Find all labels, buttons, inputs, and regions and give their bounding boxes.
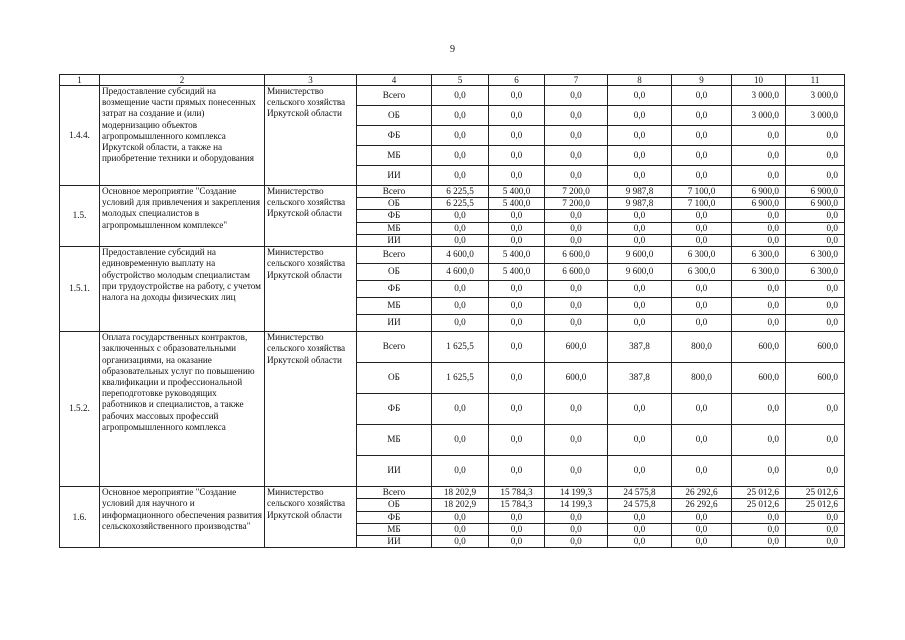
amount-cell: 0,0 (732, 146, 786, 166)
funding-source: ИИ (357, 456, 432, 487)
amount-cell: 0,0 (545, 535, 608, 547)
amount-cell: 0,0 (545, 222, 608, 234)
amount-cell: 0,0 (432, 146, 489, 166)
table-row (60, 186, 845, 198)
amount-cell: 0,0 (786, 210, 845, 222)
amount-cell: 6 300,0 (672, 247, 732, 264)
section-executor: Министерство сельского хозяйства Иркутской области (265, 487, 357, 548)
amount-cell: 6 900,0 (732, 186, 786, 198)
table-row (60, 487, 845, 499)
amount-cell: 0,0 (545, 456, 608, 487)
section-number: 1.4.4. (60, 86, 100, 186)
amount-cell: 0,0 (732, 281, 786, 298)
amount-cell: 0,0 (608, 535, 672, 547)
amount-cell: 9 600,0 (608, 264, 672, 281)
funding-source: Всего (357, 186, 432, 198)
amount-cell: 0,0 (489, 210, 545, 222)
amount-cell: 0,0 (732, 523, 786, 535)
amount-cell: 0,0 (545, 210, 608, 222)
amount-cell: 0,0 (489, 535, 545, 547)
amount-cell: 0,0 (732, 126, 786, 146)
amount-cell: 4 600,0 (432, 264, 489, 281)
amount-cell: 0,0 (432, 126, 489, 146)
amount-cell: 9 600,0 (608, 247, 672, 264)
amount-cell: 0,0 (786, 126, 845, 146)
table-body (60, 75, 845, 548)
section-executor: Министерство сельского хозяйства Иркутской области (265, 186, 357, 247)
amount-cell: 0,0 (732, 456, 786, 487)
amount-cell: 0,0 (608, 86, 672, 106)
amount-cell: 0,0 (608, 126, 672, 146)
amount-cell: 6 600,0 (545, 247, 608, 264)
amount-cell: 0,0 (432, 511, 489, 523)
amount-cell: 0,0 (489, 146, 545, 166)
table-row (60, 247, 845, 264)
section-description: Основное мероприятие "Создание условий для привлечения и закрепления молодых специалистов в агропромышленном комплексе" (100, 186, 265, 247)
amount-cell: 15 784,3 (489, 499, 545, 511)
amount-cell: 0,0 (672, 425, 732, 456)
amount-cell: 9 987,8 (608, 186, 672, 198)
amount-cell: 0,0 (672, 456, 732, 487)
section-number: 1.5.1. (60, 247, 100, 332)
amount-cell: 0,0 (545, 394, 608, 425)
amount-cell: 0,0 (786, 166, 845, 186)
amount-cell: 0,0 (732, 394, 786, 425)
header-cell: 4 (357, 75, 432, 86)
amount-cell: 0,0 (489, 315, 545, 332)
amount-cell: 0,0 (732, 298, 786, 315)
amount-cell: 24 575,8 (608, 499, 672, 511)
section-executor: Министерство сельского хозяйства Иркутской области (265, 247, 357, 332)
amount-cell: 0,0 (608, 210, 672, 222)
amount-cell: 0,0 (786, 425, 845, 456)
amount-cell: 0,0 (732, 222, 786, 234)
amount-cell: 14 199,3 (545, 487, 608, 499)
amount-cell: 0,0 (545, 298, 608, 315)
amount-cell: 7 200,0 (545, 198, 608, 210)
amount-cell: 0,0 (432, 234, 489, 246)
amount-cell: 0,0 (489, 126, 545, 146)
header-cell: 3 (265, 75, 357, 86)
amount-cell: 0,0 (489, 456, 545, 487)
budget-table (59, 74, 845, 548)
amount-cell: 0,0 (732, 210, 786, 222)
amount-cell: 0,0 (432, 106, 489, 126)
amount-cell: 387,8 (608, 332, 672, 363)
amount-cell: 0,0 (608, 523, 672, 535)
amount-cell: 5 400,0 (489, 247, 545, 264)
amount-cell: 0,0 (732, 315, 786, 332)
amount-cell: 0,0 (545, 281, 608, 298)
amount-cell: 0,0 (545, 86, 608, 106)
table-row (60, 332, 845, 363)
amount-cell: 6 300,0 (672, 264, 732, 281)
amount-cell: 0,0 (545, 146, 608, 166)
header-cell: 7 (545, 75, 608, 86)
amount-cell: 6 300,0 (786, 247, 845, 264)
amount-cell: 800,0 (672, 363, 732, 394)
amount-cell: 0,0 (432, 535, 489, 547)
page-number: 9 (450, 44, 455, 55)
funding-source: Всего (357, 487, 432, 499)
amount-cell: 0,0 (608, 394, 672, 425)
amount-cell: 0,0 (732, 234, 786, 246)
amount-cell: 1 625,5 (432, 363, 489, 394)
funding-source: МБ (357, 146, 432, 166)
amount-cell: 9 987,8 (608, 198, 672, 210)
amount-cell: 0,0 (786, 511, 845, 523)
amount-cell: 0,0 (672, 210, 732, 222)
section-description: Оплата государственных контрактов, заключенных с образовательными организациями, на оказание образовательных услуг по повышению квалификации и профессиональной переподготовке руководящих работников и специалистов, а также рабочих массовых профессий агропромышленного комплекса (100, 332, 265, 487)
header-cell: 2 (100, 75, 265, 86)
amount-cell: 0,0 (732, 511, 786, 523)
amount-cell: 5 400,0 (489, 198, 545, 210)
header-cell: 10 (732, 75, 786, 86)
amount-cell: 6 300,0 (732, 247, 786, 264)
amount-cell: 0,0 (786, 222, 845, 234)
amount-cell: 0,0 (432, 222, 489, 234)
amount-cell: 600,0 (786, 363, 845, 394)
amount-cell: 0,0 (608, 281, 672, 298)
amount-cell: 0,0 (672, 523, 732, 535)
amount-cell: 18 202,9 (432, 499, 489, 511)
amount-cell: 1 625,5 (432, 332, 489, 363)
amount-cell: 387,8 (608, 363, 672, 394)
amount-cell: 0,0 (489, 511, 545, 523)
amount-cell: 7 200,0 (545, 186, 608, 198)
funding-source: Всего (357, 86, 432, 106)
amount-cell: 0,0 (608, 425, 672, 456)
amount-cell: 0,0 (786, 535, 845, 547)
header-cell: 6 (489, 75, 545, 86)
amount-cell: 0,0 (432, 86, 489, 106)
amount-cell: 0,0 (608, 222, 672, 234)
amount-cell: 0,0 (672, 166, 732, 186)
amount-cell: 25 012,6 (786, 499, 845, 511)
funding-source: ОБ (357, 363, 432, 394)
amount-cell: 0,0 (432, 281, 489, 298)
section-executor: Министерство сельского хозяйства Иркутской области (265, 86, 357, 186)
amount-cell: 0,0 (786, 298, 845, 315)
amount-cell: 0,0 (608, 315, 672, 332)
funding-source: Всего (357, 247, 432, 264)
amount-cell: 600,0 (732, 332, 786, 363)
amount-cell: 0,0 (489, 281, 545, 298)
amount-cell: 0,0 (545, 166, 608, 186)
section-description: Предоставление субсидий на единовременную выплату на обустройство молодым специалистам при трудоустройстве на работу, с учетом налога на доходы физических лиц (100, 247, 265, 332)
amount-cell: 25 012,6 (732, 487, 786, 499)
amount-cell: 0,0 (786, 315, 845, 332)
amount-cell: 24 575,8 (608, 487, 672, 499)
amount-cell: 18 202,9 (432, 487, 489, 499)
funding-source: МБ (357, 425, 432, 456)
header-cell: 9 (672, 75, 732, 86)
funding-source: ФБ (357, 511, 432, 523)
amount-cell: 7 100,0 (672, 186, 732, 198)
amount-cell: 0,0 (432, 523, 489, 535)
amount-cell: 0,0 (432, 394, 489, 425)
amount-cell: 6 900,0 (786, 186, 845, 198)
section-number: 1.5.2. (60, 332, 100, 487)
amount-cell: 0,0 (786, 281, 845, 298)
amount-cell: 0,0 (489, 222, 545, 234)
funding-source: ИИ (357, 166, 432, 186)
funding-source: ОБ (357, 499, 432, 511)
header-cell: 11 (786, 75, 845, 86)
amount-cell: 0,0 (489, 234, 545, 246)
amount-cell: 0,0 (608, 511, 672, 523)
amount-cell: 0,0 (545, 523, 608, 535)
funding-source: МБ (357, 298, 432, 315)
amount-cell: 0,0 (545, 126, 608, 146)
amount-cell: 0,0 (608, 106, 672, 126)
amount-cell: 0,0 (489, 394, 545, 425)
header-row (60, 75, 845, 86)
amount-cell: 0,0 (786, 146, 845, 166)
amount-cell: 6 900,0 (786, 198, 845, 210)
amount-cell: 0,0 (672, 126, 732, 146)
amount-cell: 0,0 (489, 363, 545, 394)
amount-cell: 0,0 (672, 394, 732, 425)
amount-cell: 0,0 (608, 234, 672, 246)
amount-cell: 15 784,3 (489, 487, 545, 499)
amount-cell: 600,0 (732, 363, 786, 394)
amount-cell: 6 225,5 (432, 186, 489, 198)
amount-cell: 6 300,0 (786, 264, 845, 281)
amount-cell: 6 600,0 (545, 264, 608, 281)
amount-cell: 0,0 (432, 456, 489, 487)
amount-cell: 0,0 (732, 166, 786, 186)
amount-cell: 6 900,0 (732, 198, 786, 210)
header-cell: 5 (432, 75, 489, 86)
amount-cell: 600,0 (545, 332, 608, 363)
amount-cell: 0,0 (672, 281, 732, 298)
amount-cell: 5 400,0 (489, 264, 545, 281)
amount-cell: 25 012,6 (786, 487, 845, 499)
amount-cell: 26 292,6 (672, 487, 732, 499)
amount-cell: 0,0 (489, 332, 545, 363)
amount-cell: 0,0 (545, 315, 608, 332)
amount-cell: 26 292,6 (672, 499, 732, 511)
funding-source: ФБ (357, 281, 432, 298)
amount-cell: 6 225,5 (432, 198, 489, 210)
amount-cell: 0,0 (545, 425, 608, 456)
funding-source: ФБ (357, 394, 432, 425)
amount-cell: 0,0 (672, 234, 732, 246)
amount-cell: 0,0 (672, 511, 732, 523)
amount-cell: 0,0 (608, 146, 672, 166)
amount-cell: 0,0 (786, 523, 845, 535)
amount-cell: 3 000,0 (786, 86, 845, 106)
amount-cell: 0,0 (432, 166, 489, 186)
funding-source: ОБ (357, 264, 432, 281)
table-row (60, 86, 845, 106)
amount-cell: 0,0 (786, 456, 845, 487)
section-number: 1.5. (60, 186, 100, 247)
amount-cell: 3 000,0 (786, 106, 845, 126)
amount-cell: 0,0 (489, 298, 545, 315)
amount-cell: 25 012,6 (732, 499, 786, 511)
amount-cell: 0,0 (672, 535, 732, 547)
amount-cell: 0,0 (672, 86, 732, 106)
amount-cell: 0,0 (732, 535, 786, 547)
header-cell: 1 (60, 75, 100, 86)
amount-cell: 6 300,0 (732, 264, 786, 281)
amount-cell: 0,0 (786, 234, 845, 246)
funding-source: ОБ (357, 106, 432, 126)
amount-cell: 0,0 (786, 394, 845, 425)
funding-source: МБ (357, 222, 432, 234)
funding-source: ИИ (357, 535, 432, 547)
amount-cell: 0,0 (672, 222, 732, 234)
header-cell: 8 (608, 75, 672, 86)
amount-cell: 0,0 (545, 106, 608, 126)
amount-cell: 0,0 (672, 298, 732, 315)
amount-cell: 0,0 (608, 456, 672, 487)
funding-source: ОБ (357, 198, 432, 210)
amount-cell: 0,0 (608, 166, 672, 186)
amount-cell: 7 100,0 (672, 198, 732, 210)
funding-source: ИИ (357, 234, 432, 246)
amount-cell: 4 600,0 (432, 247, 489, 264)
amount-cell: 0,0 (672, 146, 732, 166)
funding-source: МБ (357, 523, 432, 535)
amount-cell: 0,0 (432, 298, 489, 315)
amount-cell: 600,0 (545, 363, 608, 394)
amount-cell: 0,0 (608, 298, 672, 315)
amount-cell: 14 199,3 (545, 499, 608, 511)
section-executor: Министерство сельского хозяйства Иркутской области (265, 332, 357, 487)
amount-cell: 0,0 (732, 425, 786, 456)
amount-cell: 0,0 (545, 511, 608, 523)
amount-cell: 0,0 (489, 166, 545, 186)
amount-cell: 3 000,0 (732, 106, 786, 126)
amount-cell: 800,0 (672, 332, 732, 363)
amount-cell: 0,0 (489, 106, 545, 126)
amount-cell: 3 000,0 (732, 86, 786, 106)
funding-source: ФБ (357, 126, 432, 146)
amount-cell: 0,0 (672, 315, 732, 332)
amount-cell: 0,0 (432, 315, 489, 332)
amount-cell: 0,0 (545, 234, 608, 246)
funding-source: ФБ (357, 210, 432, 222)
amount-cell: 5 400,0 (489, 186, 545, 198)
amount-cell: 0,0 (432, 425, 489, 456)
amount-cell: 600,0 (786, 332, 845, 363)
section-description: Предоставление субсидий на возмещение части прямых понесенных затрат на создание и (или) модернизацию объектов агропромышленного комплекса Иркутской области, а также на приобретение техники и оборудования (100, 86, 265, 186)
amount-cell: 0,0 (432, 210, 489, 222)
section-description: Основное мероприятие "Создание условий для научного и информационного обеспечения развития сельскохозяйственного производства" (100, 487, 265, 548)
funding-source: ИИ (357, 315, 432, 332)
amount-cell: 0,0 (489, 523, 545, 535)
amount-cell: 0,0 (489, 425, 545, 456)
section-number: 1.6. (60, 487, 100, 548)
amount-cell: 0,0 (489, 86, 545, 106)
funding-source: Всего (357, 332, 432, 363)
amount-cell: 0,0 (672, 106, 732, 126)
